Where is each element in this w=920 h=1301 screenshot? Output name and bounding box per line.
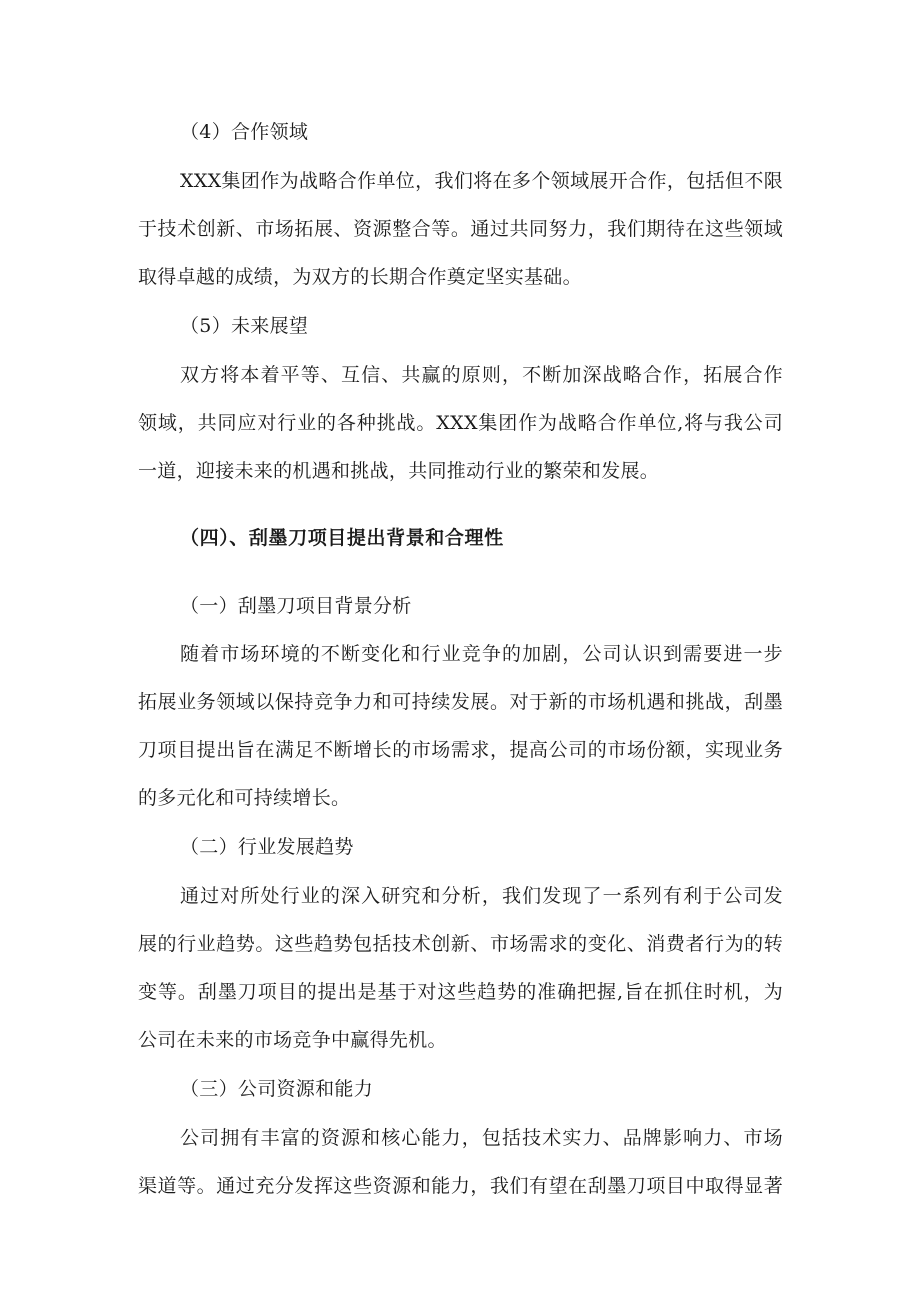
paragraph-line: 一道，迎接未来的机遇和挑战，共同推动行业的繁荣和发展。 (138, 460, 660, 482)
paragraph-line: 的多元化和可持续增长。 (138, 787, 351, 809)
paragraph-line: 拓展业务领域以保持竞争力和可持续发展。对于新的市场机遇和挑战，刮墨 (138, 691, 783, 713)
paragraph-line: 公司在未来的市场竞争中赢得先机。 (138, 1029, 447, 1051)
paragraph-line: 于技术创新、市场拓展、资源整合等。通过共同努力，我们期待在这些领域 (138, 218, 783, 240)
paragraph-line: 渠道等。通过充分发挥这些资源和能力，我们有望在刮墨刀项目中取得显著 (138, 1175, 783, 1197)
paragraph-line: XXX集团作为战略合作单位，我们将在多个领域展开合作，包括但不限 (180, 170, 783, 192)
paragraph-line: 双方将本着平等、互信、共赢的原则，不断加深战略合作，拓展合作 (180, 364, 783, 386)
section-heading: （四）、刮墨刀项目提出背景和合理性 (180, 527, 504, 549)
paragraph-line: 取得卓越的成绩，为双方的长期合作奠定坚实基础。 (138, 266, 582, 288)
paragraph-line: 随着市场环境的不断变化和行业竞争的加剧，公司认识到需要进一步 (180, 643, 783, 665)
item5-heading: （5）未来展望 (180, 315, 309, 337)
paragraph-line: 公司拥有丰富的资源和核心能力，包括技术实力、品牌影响力、市场 (180, 1127, 783, 1149)
paragraph-line: 变等。刮墨刀项目的提出是基于对这些趋势的准确把握,旨在抓住时机，为 (138, 981, 783, 1003)
paragraph-line: 展的行业趋势。这些趋势包括技术创新、市场需求的变化、消费者行为的转 (138, 933, 783, 955)
paragraph-line: 刀项目提出旨在满足不断增长的市场需求，提高公司的市场份额，实现业务 (138, 739, 783, 761)
subsection-heading-3: （三）公司资源和能力 (180, 1078, 374, 1100)
paragraph-line: 通过对所处行业的深入研究和分析，我们发现了一系列有利于公司发 (180, 885, 783, 907)
item4-heading: （4）合作领域 (180, 121, 309, 143)
subsection-heading-1: （一）刮墨刀项目背景分析 (180, 595, 412, 617)
paragraph-line: 领域，共同应对行业的各种挑战。XXX集团作为战略合作单位,将与我公司 (138, 412, 783, 434)
subsection-heading-2: （二）行业发展趋势 (180, 836, 354, 858)
